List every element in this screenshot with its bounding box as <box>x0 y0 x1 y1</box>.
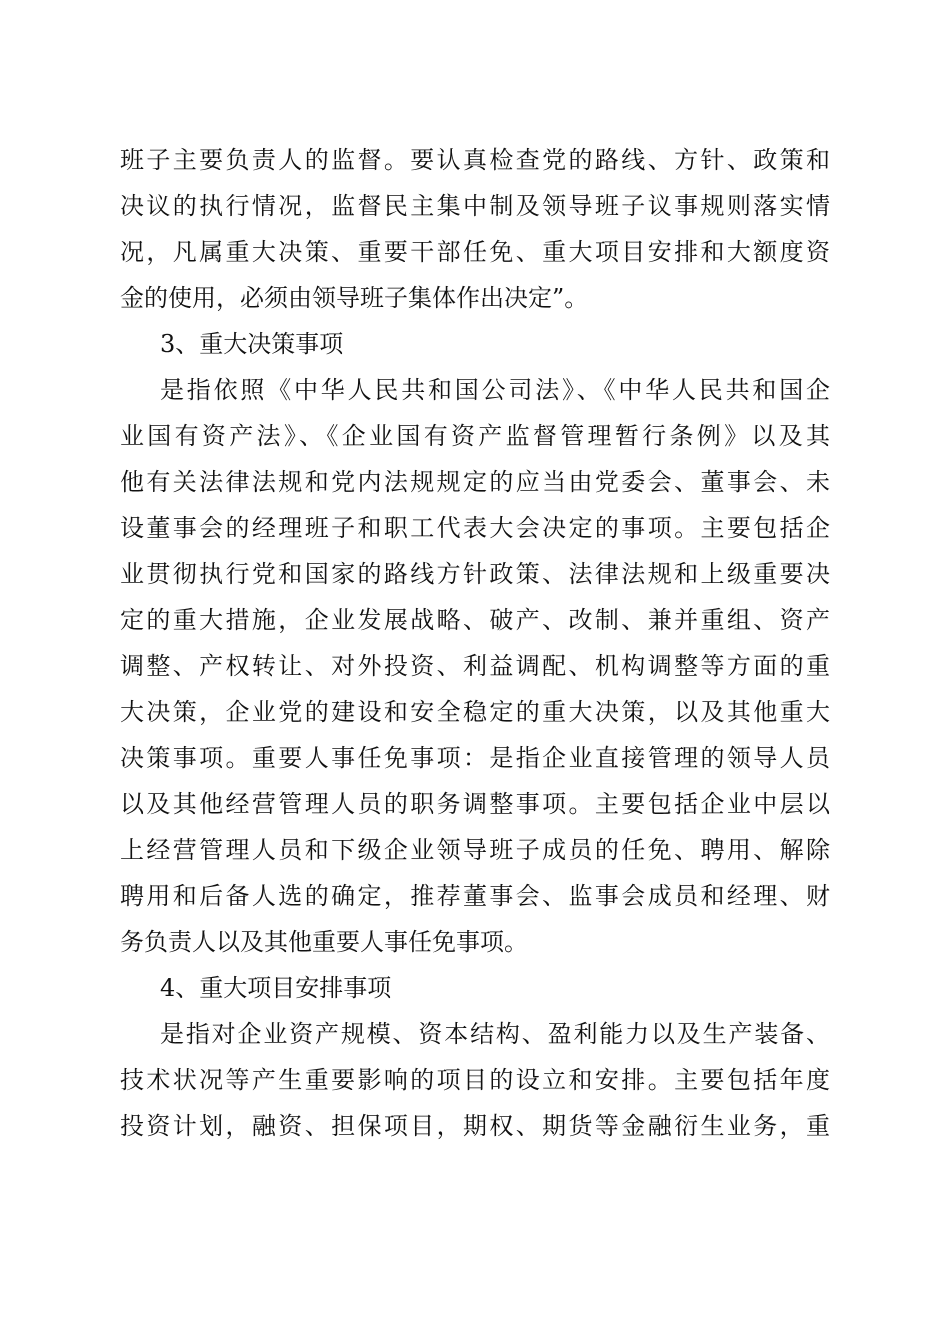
text-line: 他有关法律法规和党内法规规定的应当由党委会、董事会、未 <box>120 468 830 496</box>
text-line: 况，凡属重大决策、重要干部任免、重大项目安排和大额度资 <box>120 238 830 266</box>
text-line: 务负责人以及其他重要人事任免事项。 <box>120 928 528 956</box>
text-line: 定的重大措施，企业发展战略、破产、改制、兼并重组、资产 <box>120 606 830 634</box>
text-line: 聘用和后备人选的确定，推荐董事会、监事会成员和经理、财 <box>120 882 830 910</box>
text-line: 以及其他经营管理人员的职务调整事项。主要包括企业中层以 <box>120 790 830 818</box>
text-line: 决策事项。重要人事任免事项：是指企业直接管理的领导人员 <box>120 744 830 772</box>
text-line: 金的使用，必须由领导班子集体作出决定”。 <box>120 284 589 312</box>
text-line: 业贯彻执行党和国家的路线方针政策、法律法规和上级重要决 <box>120 560 830 588</box>
text-line: 投资计划，融资、担保项目，期权、期货等金融衍生业务，重 <box>120 1112 830 1140</box>
text-line: 设董事会的经理班子和职工代表大会决定的事项。主要包括企 <box>120 514 830 542</box>
text-line: 班子主要负责人的监督。要认真检查党的路线、方针、政策和 <box>120 146 830 174</box>
text-line: 是指对企业资产规模、资本结构、盈利能力以及生产装备、 <box>160 1020 830 1048</box>
section-heading: 3、重大决策事项 <box>160 330 344 358</box>
text-line: 决议的执行情况，监督民主集中制及领导班子议事规则落实情 <box>120 192 830 220</box>
section-heading: 4、重大项目安排事项 <box>160 974 392 1002</box>
text-line: 业国有资产法》、《企业国有资产监督管理暂行条例》以及其 <box>120 422 830 450</box>
text-line: 大决策，企业党的建设和安全稳定的重大决策，以及其他重大 <box>120 698 830 726</box>
text-line: 技术状况等产生重要影响的项目的设立和安排。主要包括年度 <box>120 1066 830 1094</box>
text-line: 上经营管理人员和下级企业领导班子成员的任免、聘用、解除 <box>120 836 830 864</box>
text-line: 是指依照《中华人民共和国公司法》、《中华人民共和国企 <box>160 376 830 404</box>
text-line: 调整、产权转让、对外投资、利益调配、机构调整等方面的重 <box>120 652 830 680</box>
